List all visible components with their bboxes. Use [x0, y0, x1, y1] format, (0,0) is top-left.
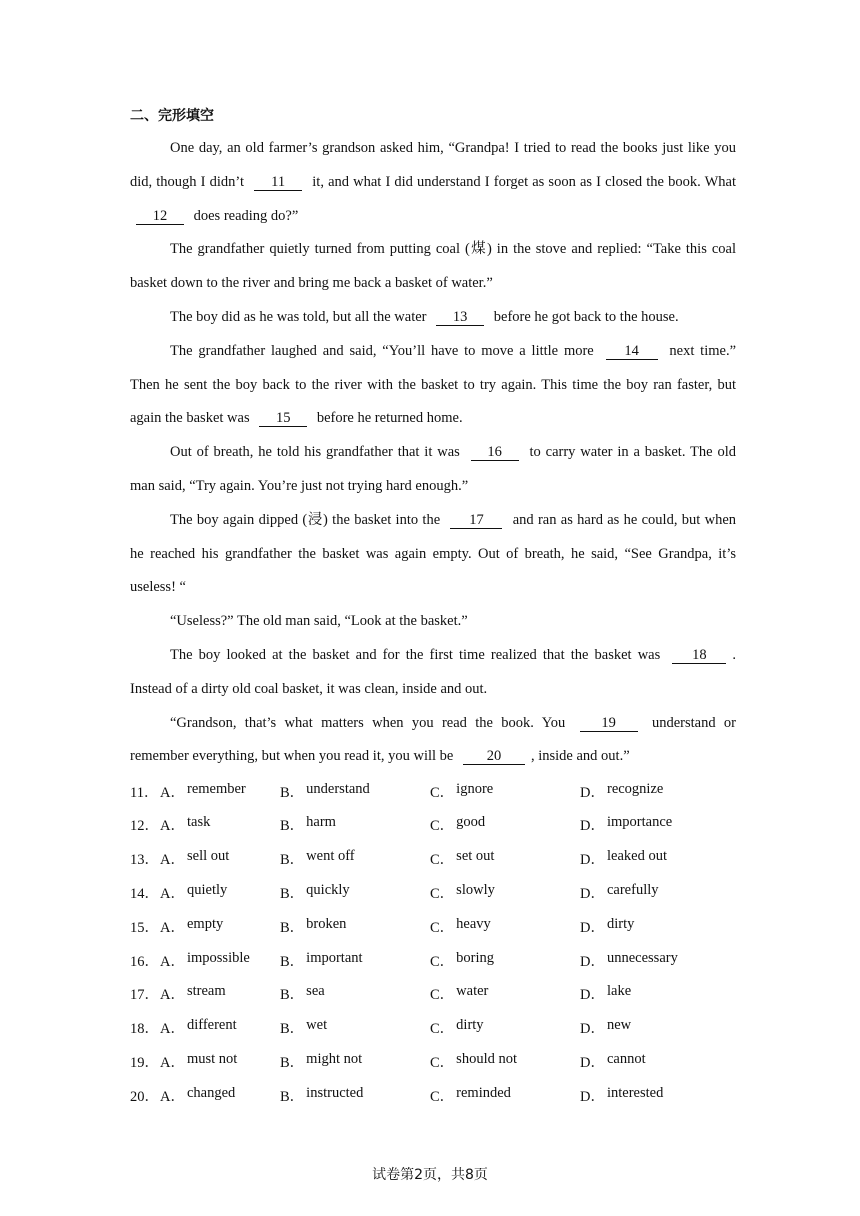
option-letter: C．	[430, 784, 455, 801]
option-letter: D．	[580, 885, 605, 902]
paragraph-text: The grandfather laughed and said, “You’ll have to move a little more	[170, 342, 600, 359]
option-text: stream	[186, 983, 226, 1000]
paragraph-text: before he got back to the house.	[490, 308, 679, 325]
answer-option[interactable]	[580, 1051, 730, 1072]
answer-option[interactable]	[430, 1051, 580, 1072]
option-letter: A．	[160, 953, 185, 970]
passage-paragraph	[130, 436, 736, 504]
answer-blank[interactable]: 16	[471, 444, 519, 461]
option-letter: B．	[280, 852, 305, 869]
paragraph-text: One day, an old farmer’s grandson asked him, “Grandpa! I tried to read the books just like you did, though I didn’t	[130, 140, 736, 190]
option-text: wet	[306, 1017, 328, 1034]
question-options	[130, 774, 736, 1112]
answer-option[interactable]	[160, 916, 280, 937]
answer-option[interactable]	[280, 916, 430, 937]
answer-blank[interactable]: 14	[606, 343, 658, 360]
option-letter: A．	[160, 818, 185, 835]
option-text: reminded	[456, 1084, 511, 1101]
cloze-passage	[130, 132, 736, 774]
option-letter: C．	[430, 1021, 455, 1038]
paragraph-text: it, and what I did understand I forget as soon as I closed the book. What	[308, 173, 736, 190]
option-text: water	[456, 983, 489, 1000]
question-number: 15．	[130, 919, 159, 936]
passage-paragraph	[130, 301, 736, 335]
answer-option[interactable]	[160, 1051, 280, 1072]
answer-option[interactable]	[280, 882, 430, 903]
option-letter: B．	[280, 784, 305, 801]
passage-paragraph	[130, 132, 736, 233]
answer-option[interactable]	[580, 983, 730, 1004]
option-text: unnecessary	[606, 949, 678, 966]
question-row	[130, 1078, 736, 1112]
option-letter: A．	[160, 1054, 185, 1071]
option-letter: B．	[280, 818, 305, 835]
option-text: broken	[306, 915, 347, 932]
answer-option[interactable]	[160, 983, 280, 1004]
option-letter: B．	[280, 953, 305, 970]
option-text: slowly	[456, 881, 495, 898]
paragraph-text: before he returned home.	[313, 410, 463, 427]
answer-option[interactable]	[160, 950, 280, 971]
option-text: new	[606, 1017, 632, 1034]
option-text: task	[186, 814, 211, 831]
question-row	[130, 842, 736, 876]
answer-option[interactable]	[580, 1085, 730, 1106]
answer-option[interactable]	[580, 781, 730, 802]
paragraph-text: The grandfather quietly turned from putting coal (煤) in the stove and replied: “Take this coal basket down to the river and bring me back a basket of water.”	[130, 241, 736, 292]
option-text: harm	[306, 814, 336, 831]
option-text: might not	[306, 1050, 363, 1067]
answer-option[interactable]	[580, 1017, 730, 1038]
option-text: boring	[456, 949, 495, 966]
passage-paragraph	[130, 707, 736, 775]
option-letter: B．	[280, 1088, 305, 1105]
option-text: good	[456, 814, 486, 831]
option-letter: D．	[580, 784, 605, 801]
option-letter: C．	[430, 852, 455, 869]
question-number: 14．	[130, 885, 159, 902]
option-letter: A．	[160, 885, 185, 902]
option-letter: B．	[280, 919, 305, 936]
answer-option[interactable]	[430, 781, 580, 802]
page-footer: 试卷第2页，共8页	[372, 1167, 488, 1183]
option-text: important	[306, 949, 363, 966]
option-letter: D．	[580, 953, 605, 970]
answer-option[interactable]	[160, 1085, 280, 1106]
question-number: 11．	[130, 784, 159, 801]
answer-option[interactable]	[430, 1085, 580, 1106]
answer-blank[interactable]: 12	[136, 208, 184, 225]
section-title: 二、完形填空	[130, 108, 214, 124]
option-text: ignore	[456, 780, 494, 797]
option-text: changed	[186, 1084, 236, 1101]
answer-option[interactable]	[280, 1051, 430, 1072]
option-text: set out	[456, 848, 495, 865]
answer-blank[interactable]: 19	[580, 715, 638, 732]
option-letter: C．	[430, 953, 455, 970]
paragraph-text: understand or remember everything, but when you read it, you will be	[130, 714, 736, 765]
answer-option[interactable]	[280, 1085, 430, 1106]
option-letter: A．	[160, 852, 185, 869]
answer-option[interactable]	[580, 814, 730, 835]
option-text: leaked out	[606, 848, 667, 865]
answer-option[interactable]	[580, 882, 730, 903]
question-row	[130, 977, 736, 1011]
answer-option[interactable]	[580, 848, 730, 869]
answer-option[interactable]	[160, 1017, 280, 1038]
option-letter: C．	[430, 885, 455, 902]
option-letter: A．	[160, 919, 185, 936]
answer-option[interactable]	[430, 950, 580, 971]
option-text: different	[186, 1017, 237, 1034]
question-number: 17．	[130, 987, 159, 1004]
option-text: empty	[186, 915, 224, 932]
answer-option[interactable]	[430, 814, 580, 835]
option-letter: C．	[430, 1054, 455, 1071]
option-text: heavy	[456, 915, 491, 932]
paragraph-text: . Instead of a dirty old coal basket, it was clean, inside and out.	[130, 646, 736, 697]
option-letter: B．	[280, 1021, 305, 1038]
passage-paragraph	[130, 605, 736, 639]
answer-option[interactable]	[280, 983, 430, 1004]
answer-option[interactable]	[280, 814, 430, 835]
paragraph-text: The boy again dipped (浸) the basket into the	[170, 511, 445, 528]
question-row	[130, 943, 736, 977]
passage-paragraph	[130, 639, 736, 707]
option-letter: D．	[580, 987, 605, 1004]
option-letter: D．	[580, 1021, 605, 1038]
answer-option[interactable]	[430, 848, 580, 869]
option-text: instructed	[306, 1084, 364, 1101]
option-letter: A．	[160, 1021, 185, 1038]
question-number: 18．	[130, 1021, 159, 1038]
option-text: sell out	[186, 848, 230, 865]
answer-option[interactable]	[280, 1017, 430, 1038]
option-text: quietly	[186, 881, 228, 898]
option-text: sea	[306, 983, 325, 1000]
option-letter: C．	[430, 818, 455, 835]
question-number: 20．	[130, 1088, 159, 1105]
option-letter: B．	[280, 885, 305, 902]
answer-option[interactable]	[280, 848, 430, 869]
option-text: impossible	[186, 949, 250, 966]
answer-option[interactable]	[160, 882, 280, 903]
question-number: 12．	[130, 818, 159, 835]
option-text: must not	[186, 1050, 238, 1067]
question-row	[130, 1011, 736, 1045]
paragraph-text: “Grandson, that’s what matters when you read the book. You	[170, 714, 574, 731]
exam-page	[130, 104, 736, 1112]
paragraph-text: The boy did as he was told, but all the water	[170, 308, 431, 325]
option-text: importance	[606, 814, 673, 831]
question-row	[130, 774, 736, 808]
passage-paragraph	[130, 233, 736, 301]
paragraph-text: to carry water in a basket. The old man said, “Try again. You’re just not trying hard enough.”	[130, 444, 736, 494]
option-text: understand	[306, 780, 370, 797]
option-letter: B．	[280, 1054, 305, 1071]
option-text: should not	[456, 1050, 517, 1067]
option-text: quickly	[306, 881, 350, 898]
answer-option[interactable]	[430, 1017, 580, 1038]
paragraph-text: does reading do?”	[190, 207, 299, 224]
option-letter: D．	[580, 1054, 605, 1071]
answer-option[interactable]	[430, 882, 580, 903]
question-row	[130, 909, 736, 943]
option-letter: D．	[580, 919, 605, 936]
option-letter: C．	[430, 919, 455, 936]
question-row	[130, 876, 736, 910]
answer-option[interactable]	[160, 814, 280, 835]
answer-blank[interactable]: 15	[259, 410, 307, 427]
answer-option[interactable]	[160, 848, 280, 869]
answer-option[interactable]	[280, 950, 430, 971]
answer-blank[interactable]: 17	[450, 512, 502, 529]
option-text: cannot	[606, 1050, 646, 1067]
paragraph-text: , inside and out.”	[530, 748, 630, 765]
answer-option[interactable]	[430, 916, 580, 937]
paragraph-text: “Useless?” The old man said, “Look at the basket.”	[170, 613, 468, 630]
question-number: 19．	[130, 1054, 159, 1071]
answer-blank[interactable]: 18	[672, 647, 726, 664]
option-text: interested	[606, 1084, 664, 1101]
option-text: lake	[606, 983, 632, 1000]
option-letter: C．	[430, 987, 455, 1004]
option-text: remember	[186, 780, 246, 797]
answer-option[interactable]	[280, 781, 430, 802]
question-number: 13．	[130, 852, 159, 869]
answer-option[interactable]	[580, 950, 730, 971]
passage-paragraph	[130, 335, 736, 436]
question-row	[130, 1045, 736, 1079]
question-row	[130, 808, 736, 842]
option-text: dirty	[456, 1017, 484, 1034]
paragraph-text: and ran as hard as he could, but when he reached his grandfather the basket was again empty. Out of breath, he said, “See Grandpa, it’s useless! “	[130, 511, 736, 596]
option-letter: A．	[160, 1088, 185, 1105]
option-letter: D．	[580, 818, 605, 835]
answer-option[interactable]	[430, 983, 580, 1004]
paragraph-text: Out of breath, he told his grandfather that it was	[170, 444, 465, 461]
option-text: carefully	[606, 881, 659, 898]
paragraph-text: The boy looked at the basket and for the first time realized that the basket was	[170, 646, 667, 663]
answer-blank[interactable]: 13	[436, 309, 484, 326]
answer-option[interactable]	[160, 781, 280, 802]
option-letter: D．	[580, 1088, 605, 1105]
question-number: 16．	[130, 953, 159, 970]
option-text: dirty	[606, 915, 635, 932]
answer-option[interactable]	[580, 916, 730, 937]
paragraph-text: next time.” Then he sent the boy back to the river with the basket to try again. This time the boy ran faster, but again the basket was	[130, 342, 737, 427]
option-letter: B．	[280, 987, 305, 1004]
option-letter: A．	[160, 987, 185, 1004]
option-text: went off	[306, 848, 355, 865]
option-letter: D．	[580, 852, 605, 869]
answer-blank[interactable]: 11	[254, 174, 302, 191]
passage-paragraph	[130, 504, 736, 605]
option-letter: A．	[160, 784, 185, 801]
option-letter: C．	[430, 1088, 455, 1105]
answer-blank[interactable]: 20	[463, 748, 525, 765]
option-text: recognize	[606, 780, 664, 797]
